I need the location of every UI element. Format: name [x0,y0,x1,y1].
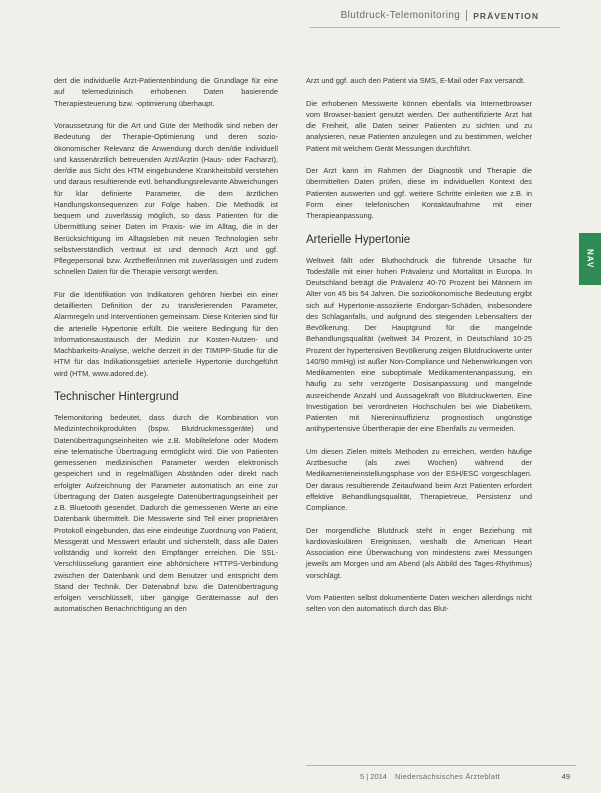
left-paragraph-3: Für die Identifikation von Indikatoren gehören hierbei ein einer detaillierten Definition der zu transferierenden Parameter, Alarmregeln und Interventionen gemeinsam. Diese Kriterien sind für die arterielle Hypertonie erfüllt. Die weitere Bedingung für den Informationsaustausch der Medizin zur Kosten-Nutzen- und Machbarkeits-Analyse, welche derzeit in der TIMIPP-Studie für die HTM für das Indikationsgebiet arterielle Hypertonie durchgeführt wird (HTM, www.adored.de). [54,289,278,378]
right-paragraph-2: Die erhobenen Messwerte können ebenfalls via Internetbrowser vom Browser-basiert genutzt werden. Der authentifizierte Arzt hat die Freiheit, alle Daten seiner Patienten zu sichten und zu analysieren, neue Patienten anzulegen und zu bestimmen, welcher Patient mit welchem Gerät Messungen durchführt. [306,98,532,153]
right-column [306,75,532,626]
right-paragraph-7: Vom Patienten selbst dokumentierte Daten weichen allerdings nicht selten von den automatisch durch das Blut- [306,593,532,614]
right-paragraph-1: Arzt und ggf. auch den Patient via SMS, E-Mail oder Fax versandt. [306,76,526,85]
section-heading-arterielle-hypertonie: Arterielle Hypertonie [306,233,411,246]
section-heading-technischer-hintergrund: Technischer Hintergrund [54,391,179,403]
right-paragraph-4: Weltweit fällt oder Bluthochdruck die führende Ursache für Todesfälle mit einer hohen Prävalenz und Mortalität in Europa. In Deutschland beträgt die Prävalenz 40-70 Prozent bei Männern im Alter von 45 bis 54 Jahren. Die sozioökonomische Bedeutung ergibt sich auf Hypertonie-assoziierte Endorgan-Schäden, insbesondere des Schlaganfalls, und aufgrund des steigenden Lebensalters der Bevölkerung. Der Hauptgrund für die mangelnde Behandlungsqualität (weltweit 34 Prozent, in Deutschland 10-25 Prozent der hypertensiven Bevölkerung zeigen Blutdruckwerte unter 140/90 mmHg) ist außer Non-Compliance und Nebenwirkungen von Medikamenten eine suboptimale Medikamentenanpassung, ein häufig zu sehr verzögerte Dosisanpassung und mangelnde ausreichende Anzahl und Aussagekraft von Blutdruckwerten. Eine Investigation bei verordneten Hochschulen bei wie Diabetikern, Patienten mit Niereninsuffizienz prognostisch ungünstige antihypertensive Übertherapie der eine Ebenfalls zu vermeiden. [306,255,532,434]
right-paragraph-6: Der morgendliche Blutdruck steht in enger Beziehung mit kardiovaskulären Ereignissen, weshalb die American Heart Association eine Überwachung von mindestens zwei Messungen jeweils am Morgen und am Abend (als Abbild des Tages-Rhythmus) vorschlägt. [306,525,532,580]
side-tab-label: NAV [585,249,595,269]
footer-issue: 5 | 2014 [360,772,387,781]
footer-journal: Niedersächsisches Ärzteblatt [394,772,501,781]
footer-rule [306,765,576,766]
section-side-tab [579,233,601,285]
header-section: PRÄVENTION [473,10,539,21]
right-paragraph-3: Der Arzt kann im Rahmen der Diagnostik und Therapie die übermittelten Daten prüfen, diese im individuellen Kontext des Patienten auswerten und ggf. weitere Schritte einleiten wie z.B. in Form einer telefonischen Kontaktaufnahme mit einer Therapieanpassung. [306,166,532,220]
header-rule [310,27,560,28]
left-paragraph-1: dert die individuelle Arzt-Patientenbindung die Grundlage für eine auf telemedizinisch erhobenen Daten basierende Therapiesteuerung bzw. -optimierung überhaupt. [54,76,278,108]
header-topic: Blutdruck-Telemonitoring [340,10,461,21]
running-header [341,10,539,21]
left-column [54,75,278,626]
left-paragraph-2: Voraussetzung für die Art und Güte der Methodik sind neben der Bedeutung der Therapie-Optimierung und deren sozio-ökonomischer Relevanz die Anwendung durch den/die individuell und kassenärztlich betreuenden Arzt/Ärztin (Haus- oder Facharzt), der/die aus Sicht des HTM eingebundene Krankheitsbild verstehen und daraus resultierende evtl. behandlungsrelevante Abweichungen für klar definierte Parameter, die dem ärztlichen Handlungskonsequenzen zur Folge haben. Die Methodik ist bequem und zuverlässig möglich, so dass Patienten für die Übermittlung seiner Daten im Praxis- wie im Alltag, die in der Berücksichtigung im Alltagsleben mit neuen Technologien sehr selbstverständlich vertraut ist und dennoch Arzt und ggf. Pflegepersonal bzw. Arzthelfer/innen mit zuverlässigen und zudem schnellen Daten für die Therapie versorgt werden. [54,121,278,277]
page-footer [360,772,570,781]
left-paragraph-4: Telemonitoring bedeutet, dass durch die Kombination von Medizintechnikprodukten (bspw. Blutdruckmessgeräte) und Datenübertragungseinheiten wie z.B. Mobiltelefone oder Modem eine telematische Übertragung ermöglicht wird. Die von Patienten gemessenen medizinischen Parameter werden elektronisch gespeichert und in regelmäßigen Abständen oder direkt nach erfolgter Aufzeichnung der Parameter automatisch an eine zur Übertragung der Daten ausgelegte Datenübertragungseinheit per z.B. Bluetooth gesendet. Dadurch die gemessenen Werte an eine Datenbank übermittelt. Die Messwerte sind Teil einer proprietären Protokoll eingebunden, das eine eindeutige Zuordnung von Patient, Messgerät und Messwert erlaubt und sicherstellt, dass alle Daten vollständig und korrekt den Empfänger erreichen. Die SSL-Verschlüsselung garantiert eine abhörsichere HTTPS-Verbindung zwischen der Datenbank und dem Benutzer und entspricht dem Stand der Technik. Der Datenabruf bzw. die Datenübertragung erfolgen verschlüsselt, über gängige Gerätemasse auf den automatischen Benachrichtigung an den [54,413,278,614]
right-paragraph-5: Um diesen Zielen mittels Methoden zu erreichen, werden häufige Arztbesuche (als zwei Wochen) während der Medikamenteneinstellungsphase von der ESH/ESC vorgeschlagen. Der daraus resultierende Zeitaufwand beim Arzt Patienten erfordert effektive Behandlungsqualität, Therapietreue, Persistenz und Compliance. [306,446,532,512]
header-divider [466,10,467,21]
footer-page-number: 49 [561,772,570,781]
